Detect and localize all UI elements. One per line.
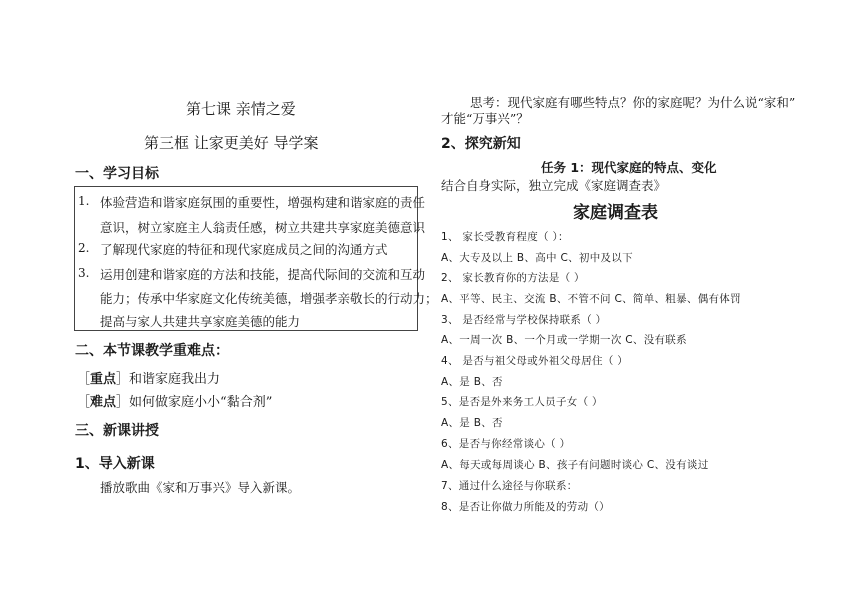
key-point-text: 和谐家庭我出力 [129, 372, 221, 387]
difficult-point-label: 难点 [90, 395, 117, 410]
objective-num: 3. [78, 266, 90, 280]
survey-line: 4、 是否与祖父母或外祖父母居住（ ） [441, 355, 629, 367]
difficult-point-text: 如何做家庭小小“黏合剂” [129, 395, 273, 410]
think-line-1: 思考：现代家庭有哪些特点？你的家庭呢？为什么说“家和” [470, 95, 796, 110]
objective-num: 2. [78, 241, 90, 255]
key-point: ［重点］和谐家庭我出力 [77, 372, 221, 387]
task-1-desc: 结合自身实际，独立完成《家庭调查表》 [441, 178, 667, 193]
objective-text: 提高与家人共建共享家庭美德的能力 [100, 314, 301, 329]
section-new-lesson: 三、新课讲授 [75, 423, 159, 439]
survey-line: A、是 B、否 [441, 417, 503, 429]
survey-line: A、一周一次 B、一个月或一学期一次 C、没有联系 [441, 334, 687, 346]
survey-line: 7、通过什么途径与你联系： [441, 480, 578, 492]
survey-line: 1、 家长受教育程度（ ）： [441, 231, 569, 243]
sub-explore: 2、探究新知 [441, 136, 521, 152]
survey-line: 3、 是否经常与学校保持联系（ ） [441, 314, 607, 326]
survey-line: A、大专及以上 B、高中 C、初中及以下 [441, 252, 633, 264]
survey-line: A、每天或每周谈心 B、孩子有问题时谈心 C、没有谈过 [441, 459, 709, 471]
intro-text: 播放歌曲《家和万事兴》导入新课。 [100, 480, 301, 495]
sub-intro: 1、导入新课 [75, 456, 155, 472]
objective-num: 1. [78, 194, 90, 208]
task-1-title: 任务 1：现代家庭的特点、变化 [541, 160, 717, 175]
think-line-2: 才能“万事兴”？ [441, 111, 529, 126]
survey-line: A、是 B、否 [441, 376, 503, 388]
section-learning-goals: 一、学习目标 [75, 166, 159, 182]
lesson-subtitle: 第三框 让家更美好 导学案 [144, 134, 319, 152]
survey-line: 2、 家长教育你的方法是（ ） [441, 272, 585, 284]
difficult-point: ［难点］如何做家庭小小“黏合剂” [77, 395, 273, 410]
survey-line: A、平等、民主、交流 B、不管不问 C、简单、粗暴、偶有体罚 [441, 293, 741, 305]
key-point-label: 重点 [90, 372, 117, 387]
survey-title: 家庭调查表 [573, 203, 658, 223]
survey-line: 6、是否与你经常谈心（ ） [441, 438, 571, 450]
section-key-points: 二、本节课教学重难点： [75, 343, 229, 359]
survey-line: 5、是否是外来务工人员子女（ ） [441, 396, 603, 408]
objective-text: 体验营造和谐家庭氛围的重要性，增强构建和谐家庭的责任 [100, 195, 426, 210]
lesson-title: 第七课 亲情之爱 [186, 100, 296, 118]
objective-text: 意识，树立家庭主人翁责任感，树立共建共享家庭美德意识 [100, 220, 426, 235]
survey-line: 8、是否让你做力所能及的劳动（） [441, 501, 610, 513]
objective-text: 运用创建和谐家庭的方法和技能，提高代际间的交流和互动 [100, 267, 426, 282]
objective-text: 能力；传承中华家庭文化传统美德，增强孝亲敬长的行动力； [100, 291, 438, 306]
objective-text: 了解现代家庭的特征和现代家庭成员之间的沟通方式 [100, 242, 388, 257]
